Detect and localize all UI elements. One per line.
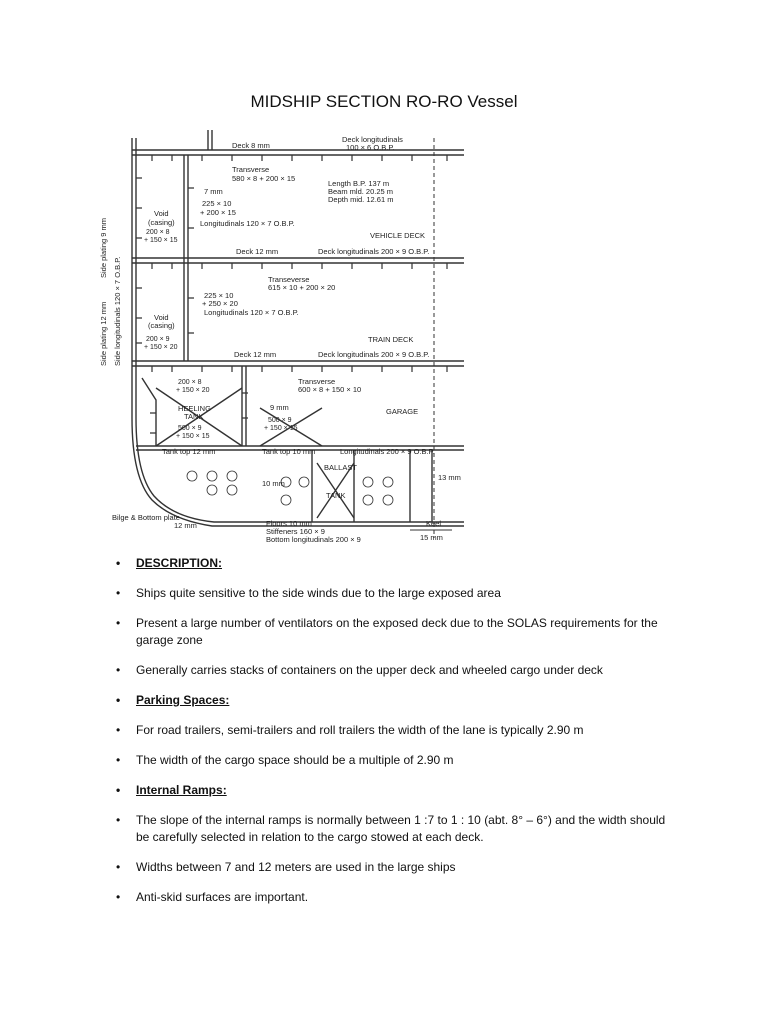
label-void-dim-2a: 200 × 9 — [146, 336, 170, 343]
label-13mm: 13 mm — [438, 473, 461, 482]
page-title: MIDSHIP SECTION RO-RO Vessel — [250, 92, 518, 111]
label-void-dim-1a: 200 × 8 — [146, 229, 170, 236]
label-ballast-tank: TANK — [326, 491, 346, 500]
label-beam: Beam mld. 20.25 m — [328, 187, 394, 196]
label-bottom-long: Bottom longitudinals 200 × 9 — [266, 535, 361, 544]
label-void-1: Void — [154, 209, 169, 218]
list-item: • Ships quite sensitive to the side winds due to the large exposed area — [116, 586, 501, 600]
label-transverse-low-size: 600 × 8 + 150 × 10 — [298, 385, 362, 394]
label-side-longitudinals: Side longitudinals 120 × 7 O.B.P. — [113, 256, 122, 366]
label-side-plating-9: Side plating 9 mm — [99, 217, 108, 278]
label-side-plating-12: Side plating 12 mm — [99, 301, 108, 366]
label-gar-dim-1: 500 × 9 — [268, 417, 292, 424]
label-stiff-225-d: + 250 × 20 — [202, 299, 238, 308]
label-depth: Depth mid. 12.61 m — [328, 195, 394, 204]
list-item: • Present a large number of ventilators on the exposed deck due to the SOLAS requirements for the garage zone — [116, 616, 658, 647]
label-deck-12mm-1: Deck 12 mm — [236, 247, 279, 256]
label-vehicle-deck: VEHICLE DECK — [370, 231, 426, 240]
label-heel-dim-2: + 150 × 20 — [176, 387, 210, 394]
label-deck-12mm-2: Deck 12 mm — [234, 350, 277, 359]
label-floors: Floors 10 mm — [266, 519, 312, 528]
list-item: • DESCRIPTION: — [116, 556, 223, 570]
list-item: • Anti-skid surfaces are important. — [116, 890, 309, 904]
label-transverse-low: Transverse — [298, 377, 336, 386]
label-deck-long-top: Deck longitudinals — [342, 135, 403, 144]
label-long-120-2: Longitudinals 120 × 7 O.B.P. — [204, 308, 299, 317]
label-heel-dim-3: 500 × 9 — [178, 425, 202, 432]
label-transverse-mid-size: 615 × 10 + 200 × 20 — [268, 283, 336, 292]
label-transverse-top: Transverse — [232, 165, 270, 174]
label-tank-top-10: Tank top 10 mm — [262, 447, 316, 456]
label-ballast: BALLAST — [324, 463, 357, 472]
label-heel-dim-4: + 150 × 15 — [176, 433, 210, 440]
label-void-2: Void — [154, 313, 169, 322]
label-stiff-225-c: 225 × 10 — [204, 291, 234, 300]
label-gar-dim-2: + 150 × 15 — [264, 425, 298, 432]
label-transverse-mid: Transeverse — [268, 275, 310, 284]
label-void-dim-2b: + 150 × 20 — [144, 344, 178, 351]
list-item: • Generally carries stacks of containers on the upper deck and wheeled cargo under deck — [116, 663, 603, 677]
midship-section-drawing — [92, 128, 472, 548]
label-deck-8mm: Deck 8 mm — [232, 141, 270, 150]
list-item: • The width of the cargo space should be a multiple of 2.90 m — [116, 753, 454, 767]
list-item: • Internal Ramps: — [116, 783, 227, 797]
label-bilge: Bilge & Bottom plate — [112, 513, 180, 522]
label-transverse-top-size: 580 × 8 + 200 × 15 — [232, 174, 296, 183]
label-heeling-tank: TANK — [184, 412, 204, 421]
label-long-200-bottom: Longitudinals 200 × 9 O.B.P. — [340, 447, 435, 456]
label-stiff-225-b: + 200 × 15 — [200, 208, 236, 217]
label-casing-2: (casing) — [148, 321, 175, 330]
label-keel-15: 15 mm — [420, 533, 443, 542]
label-void-dim-1b: + 150 × 15 — [144, 237, 178, 244]
label-garage: GARAGE — [386, 407, 419, 416]
label-deck-long-200-2: Deck longitudinals 200 × 9 O.B.P. — [318, 350, 430, 359]
label-tank-top-12: Tank top 12 mm — [162, 447, 216, 456]
label-10mm: 10 mm — [262, 479, 285, 488]
list-item: • Widths between 7 and 12 meters are used in the large ships — [116, 860, 456, 874]
list-item: • Parking Spaces: — [116, 693, 230, 707]
list-item: • For road trailers, semi-trailers and roll trailers the width of the lane is typically 2.90 m — [116, 723, 584, 737]
label-deck-long-top-size: 100 × 6 O.B.P. — [346, 143, 395, 152]
label-long-120-1: Longitudinals 120 × 7 O.B.P. — [200, 219, 295, 228]
label-heeling: HEELING — [178, 404, 211, 413]
label-stiffeners: Stiffeners 160 × 9 — [266, 527, 325, 536]
label-stiff-225: 225 × 10 — [202, 199, 232, 208]
label-casing-1: (casing) — [148, 218, 175, 227]
label-length: Length B.P. 137 m — [328, 179, 390, 188]
label-train-deck: TRAIN DECK — [368, 335, 414, 344]
label-keel: Keel — [426, 519, 442, 528]
label-7mm: 7 mm — [204, 187, 223, 196]
label-9mm: 9 mm — [270, 403, 289, 412]
list-item: • The slope of the internal ramps is normally between 1 :7 to 1 : 10 (abt. 8° – 6°) and the width should be carefully selected in relation to the cargo stowed at each deck. — [116, 813, 666, 844]
label-bilge-12: 12 mm — [174, 521, 197, 530]
label-deck-long-200-1: Deck longitudinals 200 × 9 O.B.P. — [318, 247, 430, 256]
label-heel-dim-1: 200 × 8 — [178, 379, 202, 386]
